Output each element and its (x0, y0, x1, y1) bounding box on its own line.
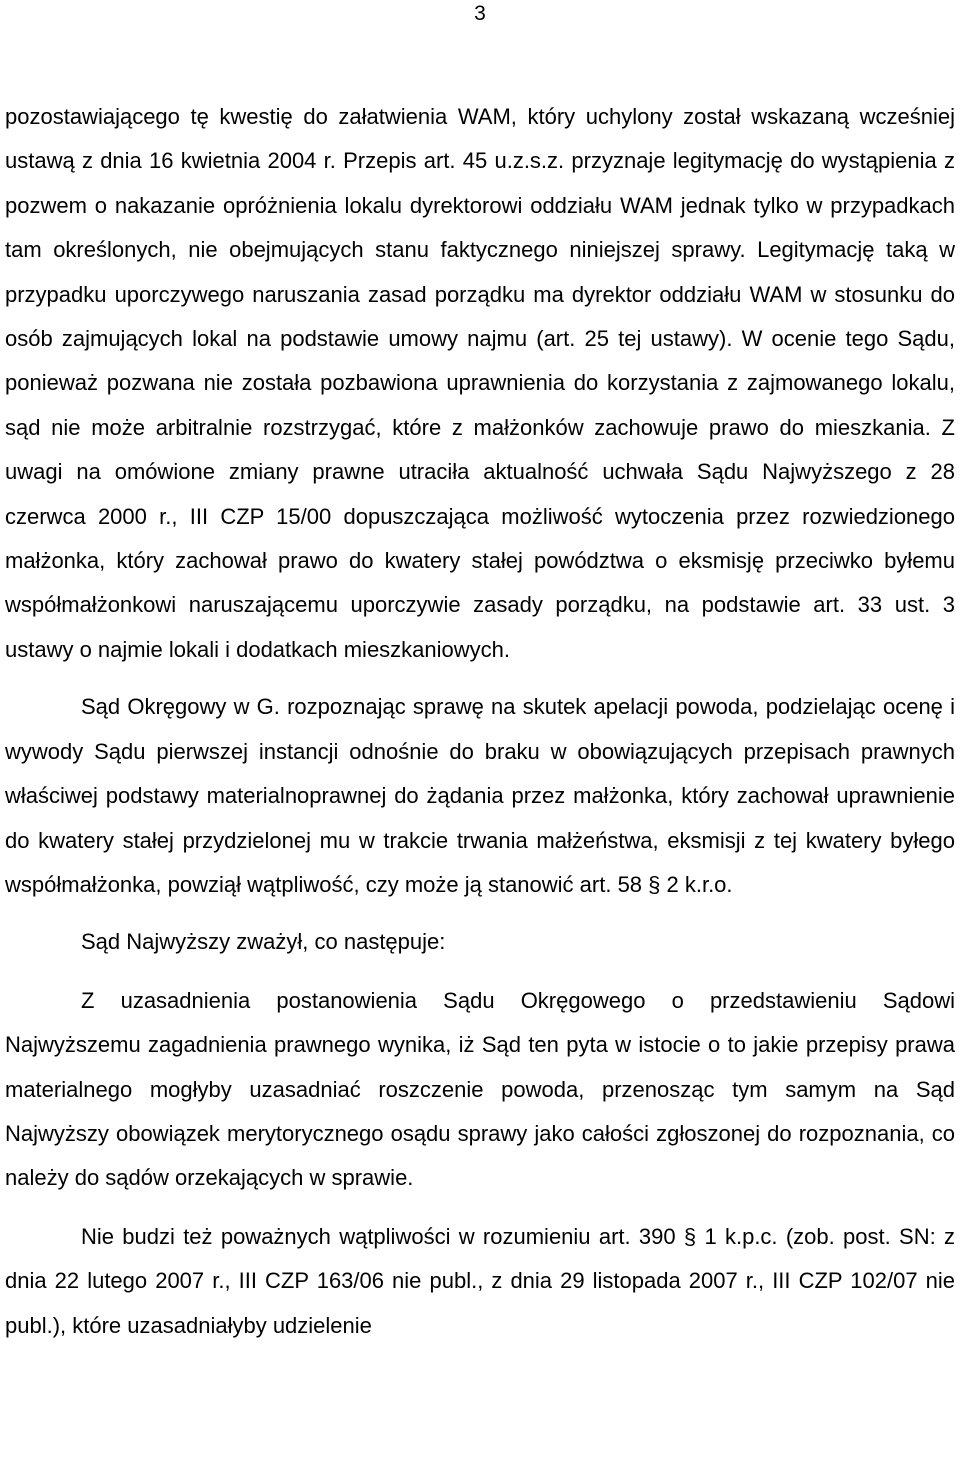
document-body (5, 95, 955, 1348)
paragraph-doubts: Nie budzi też poważnych wątpliwości w rozumieniu art. 390 § 1 k.p.c. (zob. post. SN: z dnia 22 lutego 2007 r., III CZP 163/06 nie publ., z dnia 29 listopada 2007 r., III CZP 102/07 nie publ.), które uzasadniałyby udzielenie (5, 1223, 955, 1338)
page-number: 3 (474, 2, 486, 25)
paragraph-continuation: pozostawiającego tę kwestię do załatwienia WAM, który uchylony został wskazaną wcześniej ustawą z dnia 16 kwietnia 2004 r. Przepis art. 45 u.z.s.z. przyznaje legitymację do wystąpienia z pozwem o nakazanie opróżnienia lokalu dyrektorowi oddziału WAM jednak tylko w przypadkach tam określonych, nie obejmujących stanu faktycznego niniejszej sprawy. Legitymację taką w przypadku uporczywego naruszania zasad porządku ma dyrektor oddziału WAM w stosunku do osób zajmujących lokal na podstawie umowy najmu (art. 25 tej ustawy). W ocenie tego Sądu, ponieważ pozwana nie została pozbawiona uprawnienia do korzystania z zajmowanego lokalu, sąd nie może arbitralnie rozstrzygać, które z małżonków zachowuje prawo do mieszkania. Z uwagi na omówione zmiany prawne utraciła aktualność uchwała Sądu Najwyższego z 28 czerwca 2000 r., III CZP 15/00 dopuszczająca możliwość wytoczenia przez rozwiedzionego małżonka, który zachował prawo do kwatery stałej powództwa o eksmisję przeciwko byłemu współmałżonkowi naruszającemu uporczywie zasady porządku, na podstawie art. 33 ust. 3 ustawy o najmie lokali i dodatkach mieszkaniowych. (5, 104, 955, 662)
paragraph-justification: Z uzasadnienia postanowienia Sądu Okręgowego o przedstawieniu Sądowi Najwyższemu zagadnienia prawnego wynika, iż Sąd ten pyta w istocie o to jakie przepisy prawa materialnego mogłyby uzasadniać roszczenie powoda, przenosząc tym samym na Sąd Najwyższy obowiązek merytorycznego osądu sprawy jako całości zgłoszonej do rozpoznania, co należy do sądów orzekających w sprawie. (5, 987, 955, 1191)
paragraph-district-court: Sąd Okręgowy w G. rozpoznając sprawę na skutek apelacji powoda, podzielając ocenę i wywody Sądu pierwszej instancji odnośnie do braku w obowiązujących przepisach prawnych właściwej podstawy materialnoprawnej do żądania przez małżonka, który zachował uprawnienie do kwatery stałej przydzielonej mu w trakcie trwania małżeństwa, eksmisji z tej kwatery byłego współmałżonka, powziął wątpliwość, czy może ją stanowić art. 58 § 2 k.r.o. (5, 694, 955, 897)
paragraph-supreme-court-heading: Sąd Najwyższy zważył, co następuje: (81, 929, 446, 955)
